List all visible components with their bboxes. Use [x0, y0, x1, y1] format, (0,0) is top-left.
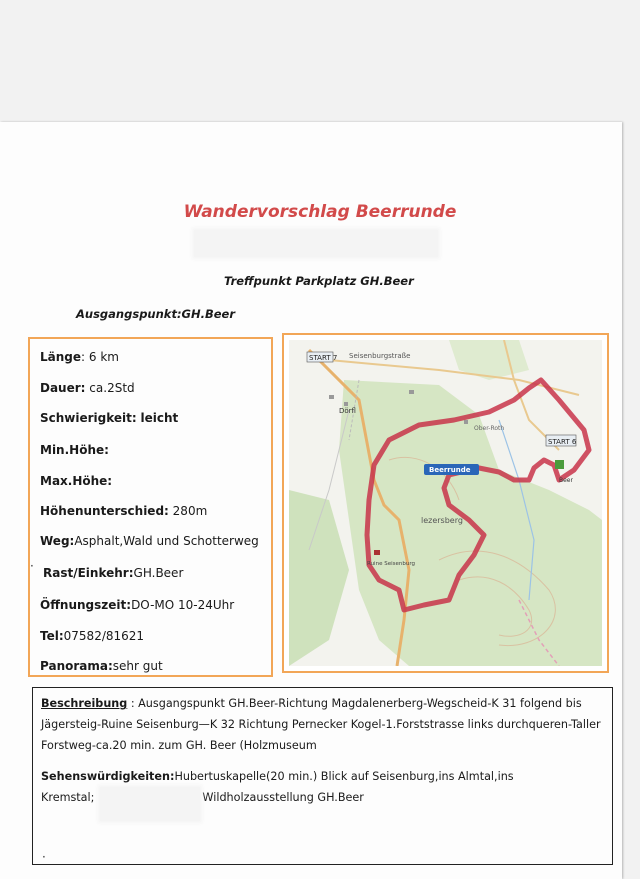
fact-value: 6 km: [88, 350, 119, 364]
map-label-ruine: Ruine Seisenburg: [367, 561, 415, 567]
sights-text-exhibition: Wildholzausstellung GH.Beer: [202, 791, 364, 804]
description-paragraph: Beschreibung : Ausgangspunkt GH.Beer-Richtung Magdalenerberg-Wegscheid-K 31 folgend bis Jägersteig-Ruine Seisenburg—K 32 Richtung Pernecker Kogel-1.Forststrasse links durchqueren-Taller Forstweg-ca.20 min. zum GH. Beer (Holzmuseum: [41, 697, 601, 752]
start-point: Ausgangspunkt:GH.Beer: [76, 307, 236, 321]
map-label-lezersberg: lezersberg: [421, 516, 463, 525]
description-label: Beschreibung: [41, 697, 128, 710]
fact-value: leicht: [140, 411, 179, 425]
building: [409, 390, 414, 394]
fact-elevation-difference: [40, 504, 207, 518]
map-label-ober-roth: Ober-Roth: [474, 425, 505, 432]
map-label-start-7: START 7: [309, 354, 338, 362]
map-label-beer: Beer: [559, 477, 573, 484]
fact-opening-hours: [40, 598, 234, 612]
sights-text: Hubertuskapelle(20 min.) Blick auf Seisenburg,ins Almtal,ins: [174, 770, 514, 783]
building: [464, 420, 468, 424]
route-map: [282, 333, 609, 673]
building: [329, 395, 334, 399]
sights-text-kremstal: Kremstal;: [41, 791, 95, 804]
fact-label: Länge: [40, 350, 82, 364]
fact-label: Min.Höhe:: [40, 443, 109, 457]
document-title: Wandervorschlag Beerrunde: [183, 202, 457, 222]
fact-label: Dauer:: [40, 381, 86, 395]
fact-label: Rast/Einkehr:: [43, 566, 134, 580]
map-label-doerfl: Dörfl: [339, 407, 356, 415]
fact-length: Länge: 6 km: [40, 350, 119, 364]
fact-value: GH.Beer: [133, 566, 184, 580]
fact-panorama: [40, 659, 163, 673]
bullet-dot: ·: [42, 850, 46, 864]
fact-min-height: [40, 443, 109, 457]
building: [344, 402, 348, 406]
description-box: [32, 687, 613, 865]
map-label-route: Beerrunde: [429, 466, 471, 474]
fact-value: sehr gut: [112, 659, 163, 673]
fact-duration: [40, 381, 135, 395]
fact-value: 07582/81621: [63, 629, 145, 643]
fact-label: Höhenunterschied:: [40, 504, 169, 518]
fact-label: Max.Höhe:: [40, 474, 113, 488]
start-flag-icon: [555, 460, 564, 469]
fact-value: DO-MO 10-24Uhr: [131, 598, 235, 612]
fact-phone: [40, 629, 144, 643]
fact-label: Tel:: [40, 629, 64, 643]
fact-value: ca.2Std: [89, 381, 135, 395]
fact-value: 280m: [172, 504, 208, 518]
fact-path: [40, 534, 259, 548]
fact-rest-stop: [43, 566, 183, 580]
route-map-graphic: [289, 340, 602, 666]
bullet-dot: ·: [30, 559, 34, 573]
fact-label: Panorama:: [40, 659, 113, 673]
sights-label: Sehenswürdigkeiten:: [41, 770, 175, 783]
redacted-area: [194, 230, 438, 257]
redacted-area: [100, 787, 200, 821]
castle-ruin: [374, 550, 380, 555]
map-label-start-6: START 6: [548, 438, 577, 446]
fact-label: Schwierigkeit:: [40, 411, 137, 425]
fact-max-height: [40, 474, 112, 488]
fact-label: Weg:: [40, 534, 75, 548]
meeting-point: Treffpunkt Parkplatz GH.Beer: [224, 274, 414, 288]
description-text: Ausgangspunkt GH.Beer-Richtung Magdalenerberg-Wegscheid-K 31 folgend bis Jägersteig-Ruine Seisenburg—K 32 Richtung Pernecker Kogel-1.Forststrasse links durchqueren-Taller Forstweg-ca.20 min. zum GH. Beer (Holzmuseum: [41, 697, 601, 752]
map-label-seisenburgstrasse: Seisenburgstraße: [349, 352, 411, 360]
fact-value: Asphalt,Wald und Schotterweg: [74, 534, 259, 548]
fact-difficulty: [40, 411, 178, 425]
fact-label: Öffnungszeit:: [40, 598, 132, 612]
trail-facts-box: [28, 337, 273, 677]
